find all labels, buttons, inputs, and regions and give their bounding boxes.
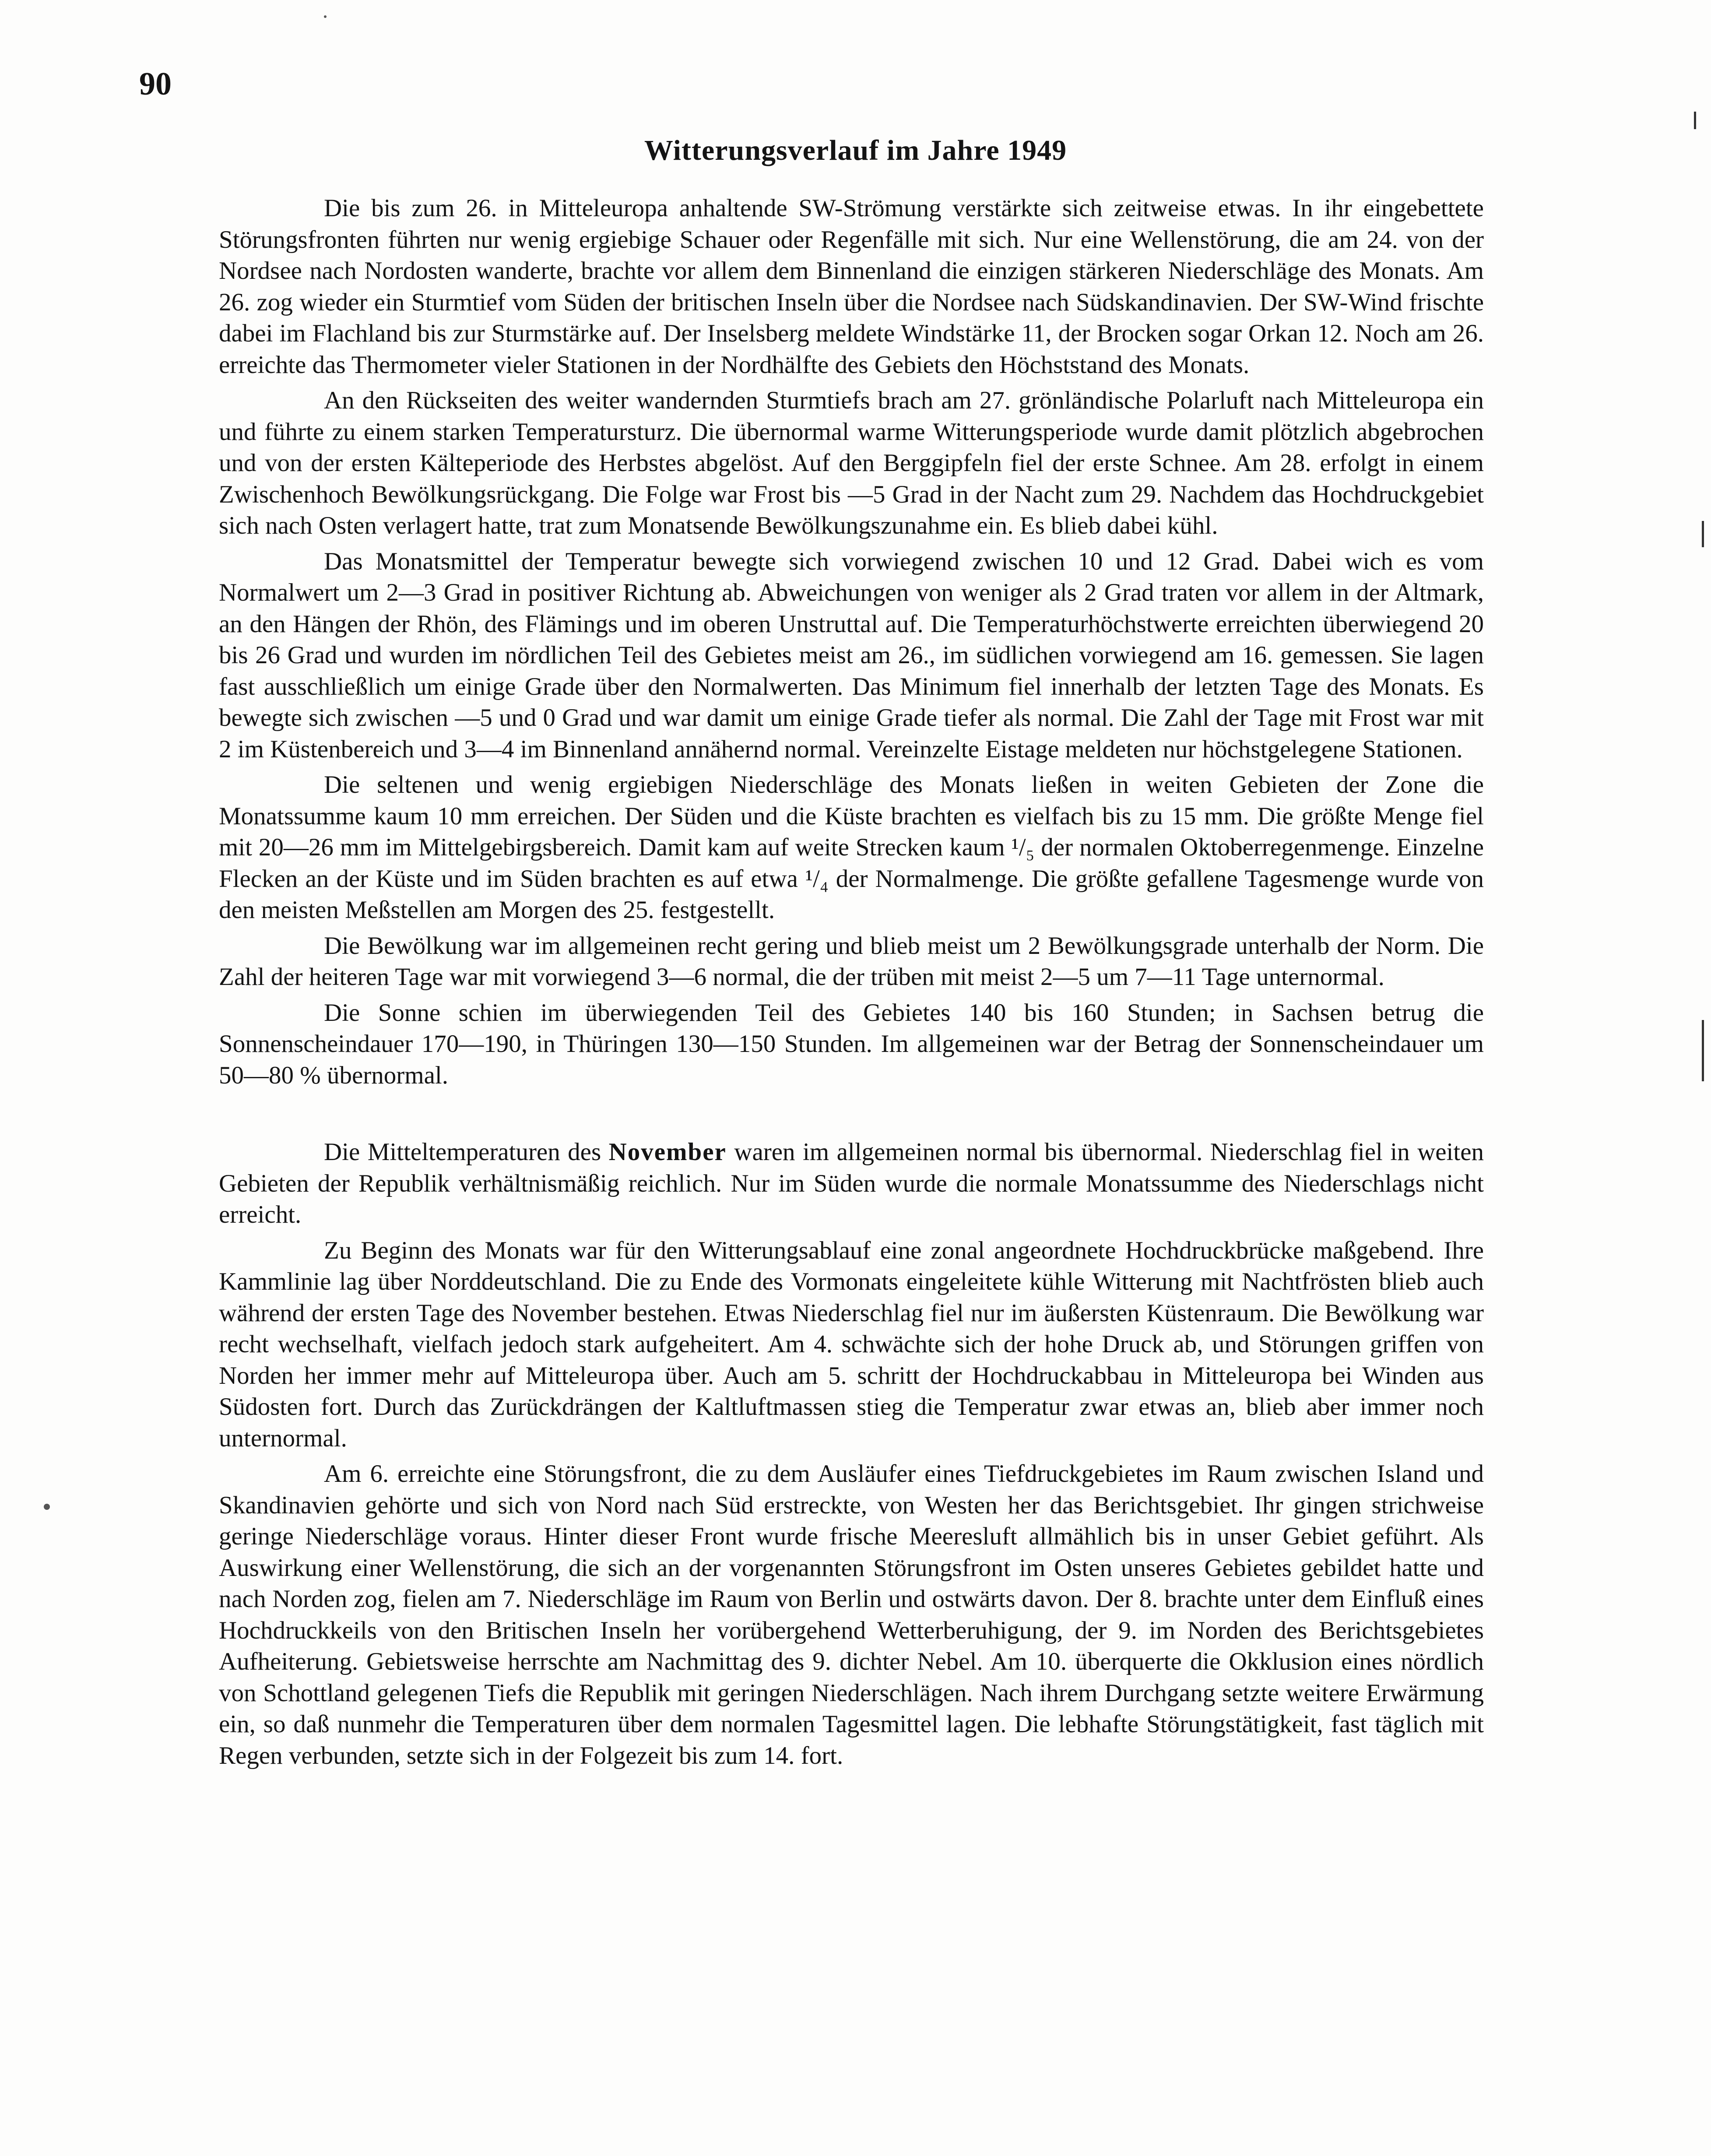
october-paragraph-5: Die Bewölkung war im allgemeinen recht gering und blieb meist um 2 Bewölkungsgrade unterhalb der Norm. Die Zahl der heiteren Tage war mit vorwiegend 3—6 normal, die der trüben mit meist 2—5 um 7—11 Tage unternormal. — [219, 932, 1484, 991]
november-intro-text: Die Mitteltemperaturen des — [324, 1138, 601, 1166]
october-paragraph-2: An den Rückseiten des weiter wandernden Sturmtiefs brach am 27. grönländische Polarluft nach Mitteleuropa ein und führte zu einem starken Temperatursturz. Die übernormal warme Witterungsperiode wurde damit plötzlich abgebrochen und von der ersten Kälteperiode des Herbstes abgelöst. Auf den Berggipfeln fiel der erste Schnee. Am 28. erfolgt in einem Zwischenhoch Bewölkungsrückgang. Die Folge war Frost bis —5 Grad in der Nacht zum 29. Nachdem das Hochdruckgebiet sich nach Osten verlagert hatte, trat zum Monatsende Bewölkungszunahme ein. Es blieb dabei kühl. — [219, 387, 1484, 539]
october-paragraph-3: Das Monatsmittel der Temperatur bewegte sich vorwiegend zwischen 10 und 12 Grad. Dabei wich es vom Normalwert um 2—3 Grad in positiver Richtung ab. Abweichungen von weniger als 2 Grad traten vor allem in der Altmark, an den Hängen der Rhön, des Flämings und im oberen Unstruttal auf. Die Temperaturhöchstwerte erreichten überwiegend 20 bis 26 Grad und wurden im nördlichen Teil des Gebietes meist am 26., im südlichen vorwiegend am 16. gemessen. Sie lagen fast ausschließlich um einige Grade über den Normalwerten. Das Minimum fiel innerhalb der letzten Tage des Monats. Es bewegte sich zwischen —5 und 0 Grad und war damit um einige Grade tiefer als normal. Die Zahl der Tage mit Frost war mit 2 im Küstenbereich und 3—4 im Binnenland annähernd normal. Vereinzelte Eistage meldeten nur höchstgelegene Stationen. — [219, 547, 1484, 763]
page-number: 90 — [139, 66, 172, 102]
article-body — [219, 193, 1484, 1771]
october-paragraph-4: Die seltenen und wenig ergiebigen Niederschläge des Monats ließen in weiten Gebieten der Zone die Monatssumme kaum 10 mm erreichen. Der Süden und die Küste brachten es vielfach bis zu 15 mm. Die größte Menge fiel mit 20—26 mm im Mittelgebirgsbereich. Damit kam auf weite Strecken kaum ¹/₅ der normalen Oktoberregenmenge. Einzelne Flecken an der Küste und im Süden brachten es auf etwa ¹/₄ der Normalmenge. Die größte gefallene Tagesmenge wurde von den meisten Meßstellen am Morgen des 25. festgestellt. — [219, 771, 1484, 924]
october-paragraph-6: Die Sonne schien im überwiegenden Teil des Gebietes 140 bis 160 Stunden; in Sachsen betrug die Sonnenscheindauer 170—190, in Thüringen 130—150 Stunden. Im allgemeinen war der Betrag der Sonnenscheindauer um 50—80 % übernormal. — [219, 999, 1484, 1089]
october-paragraph-1: Die bis zum 26. in Mitteleuropa anhaltende SW-Strömung verstärkte sich zeitweise etwas. In ihr eingebettete Störungsfronten führten nur wenig ergiebige Schauer oder Regenfälle mit sich. Nur eine Wellenstörung, die am 24. von der Nordsee nach Nordosten wanderte, brachte vor allem dem Binnenland die einzigen stärkeren Niederschläge des Monats. Am 26. zog wieder ein Sturmtief vom Süden der britischen Inseln über die Nordsee nach Südskandinavien. Der SW-Wind frischte dabei im Flachland bis zur Sturmstärke auf. Der Inselsberg meldete Windstärke 11, der Brocken sogar Orkan 12. Noch am 26. erreichte das Thermometer vieler Stationen in der Nordhälfte des Gebiets den Höchststand des Monats. — [219, 194, 1484, 379]
november-intro-rest: waren im allgemeinen normal bis übernormal. Niederschlag fiel in weiten Gebieten der Republik verhältnismäßig reichlich. Nur im Süden wurde die normale Monatssumme des Niederschlags nicht erreicht. — [219, 1138, 1484, 1228]
scan-dot — [324, 15, 327, 18]
november-paragraph-2: Zu Beginn des Monats war für den Witterungsablauf eine zonal angeordnete Hochdruckbrücke maßgebend. Ihre Kammlinie lag über Norddeutschland. Die zu Ende des Vormonats eingeleitete kühle Witterung mit Nachtfrösten blieb auch während der ersten Tage des November bestehen. Etwas Niederschlag fiel nur im äußersten Küstenraum. Die Bewölkung war recht wechselhaft, vielfach jedoch stark aufgeheitert. Am 4. schwächte sich der hohe Druck ab, und Störungen griffen von Norden her immer mehr auf Mitteleuropa über. Auch am 5. schritt der Hochdruckabbau in Mitteleuropa bei Winden aus Südosten fort. Durch das Zurückdrängen der Kaltluftmassen stieg die Temperatur zwar etwas an, blieb aber immer noch unternormal. — [219, 1236, 1484, 1452]
margin-tick — [1694, 112, 1696, 129]
november-month-name: November — [608, 1138, 727, 1166]
margin-tick — [1702, 521, 1704, 547]
november-paragraph-3: Am 6. erreichte eine Störungsfront, die zu dem Ausläufer eines Tiefdruckgebietes im Raum zwischen Island und Skandinavien gehörte und sich von Nord nach Süd erstreckte, von Westen her das Berichtsgebiet. Ihr gingen strichweise geringe Niederschläge voraus. Hinter dieser Front wurde frische Meeresluft allmählich bis in unser Gebiet geführt. Als Auswirkung einer Wellenstörung, die sich an der vorgenannten Störungsfront im Osten unseres Gebietes gebildet hatte und nach Norden zog, fielen am 7. Niederschläge im Raum von Berlin und ostwärts davon. Der 8. brachte unter dem Einfluß eines Hochdruckkeils von den Britischen Inseln her vorübergehend Wetterberuhigung, der 9. im Norden des Berichtsgebietes Aufheiterung. Gebietsweise herrschte am Nachmittag des 9. dichter Nebel. Am 10. überquerte die Okklusion eines nördlich von Schottland gelegenen Tiefs die Republik mit geringen Niederschlägen. Nach ihrem Durchgang setzte weitere Erwärmung ein, so daß nunmehr die Temperaturen über dem normalen Tagesmittel lagen. Die lebhafte Störungstätigkeit, fast täglich mit Regen verbunden, setzte sich in der Folgezeit bis zum 14. fort. — [219, 1460, 1484, 1769]
page-title: Witterungsverlauf im Jahre 1949 — [644, 134, 1067, 166]
scan-dot — [44, 1504, 50, 1510]
margin-tick — [1702, 1020, 1704, 1081]
november-paragraph-1 — [219, 1136, 1484, 1231]
